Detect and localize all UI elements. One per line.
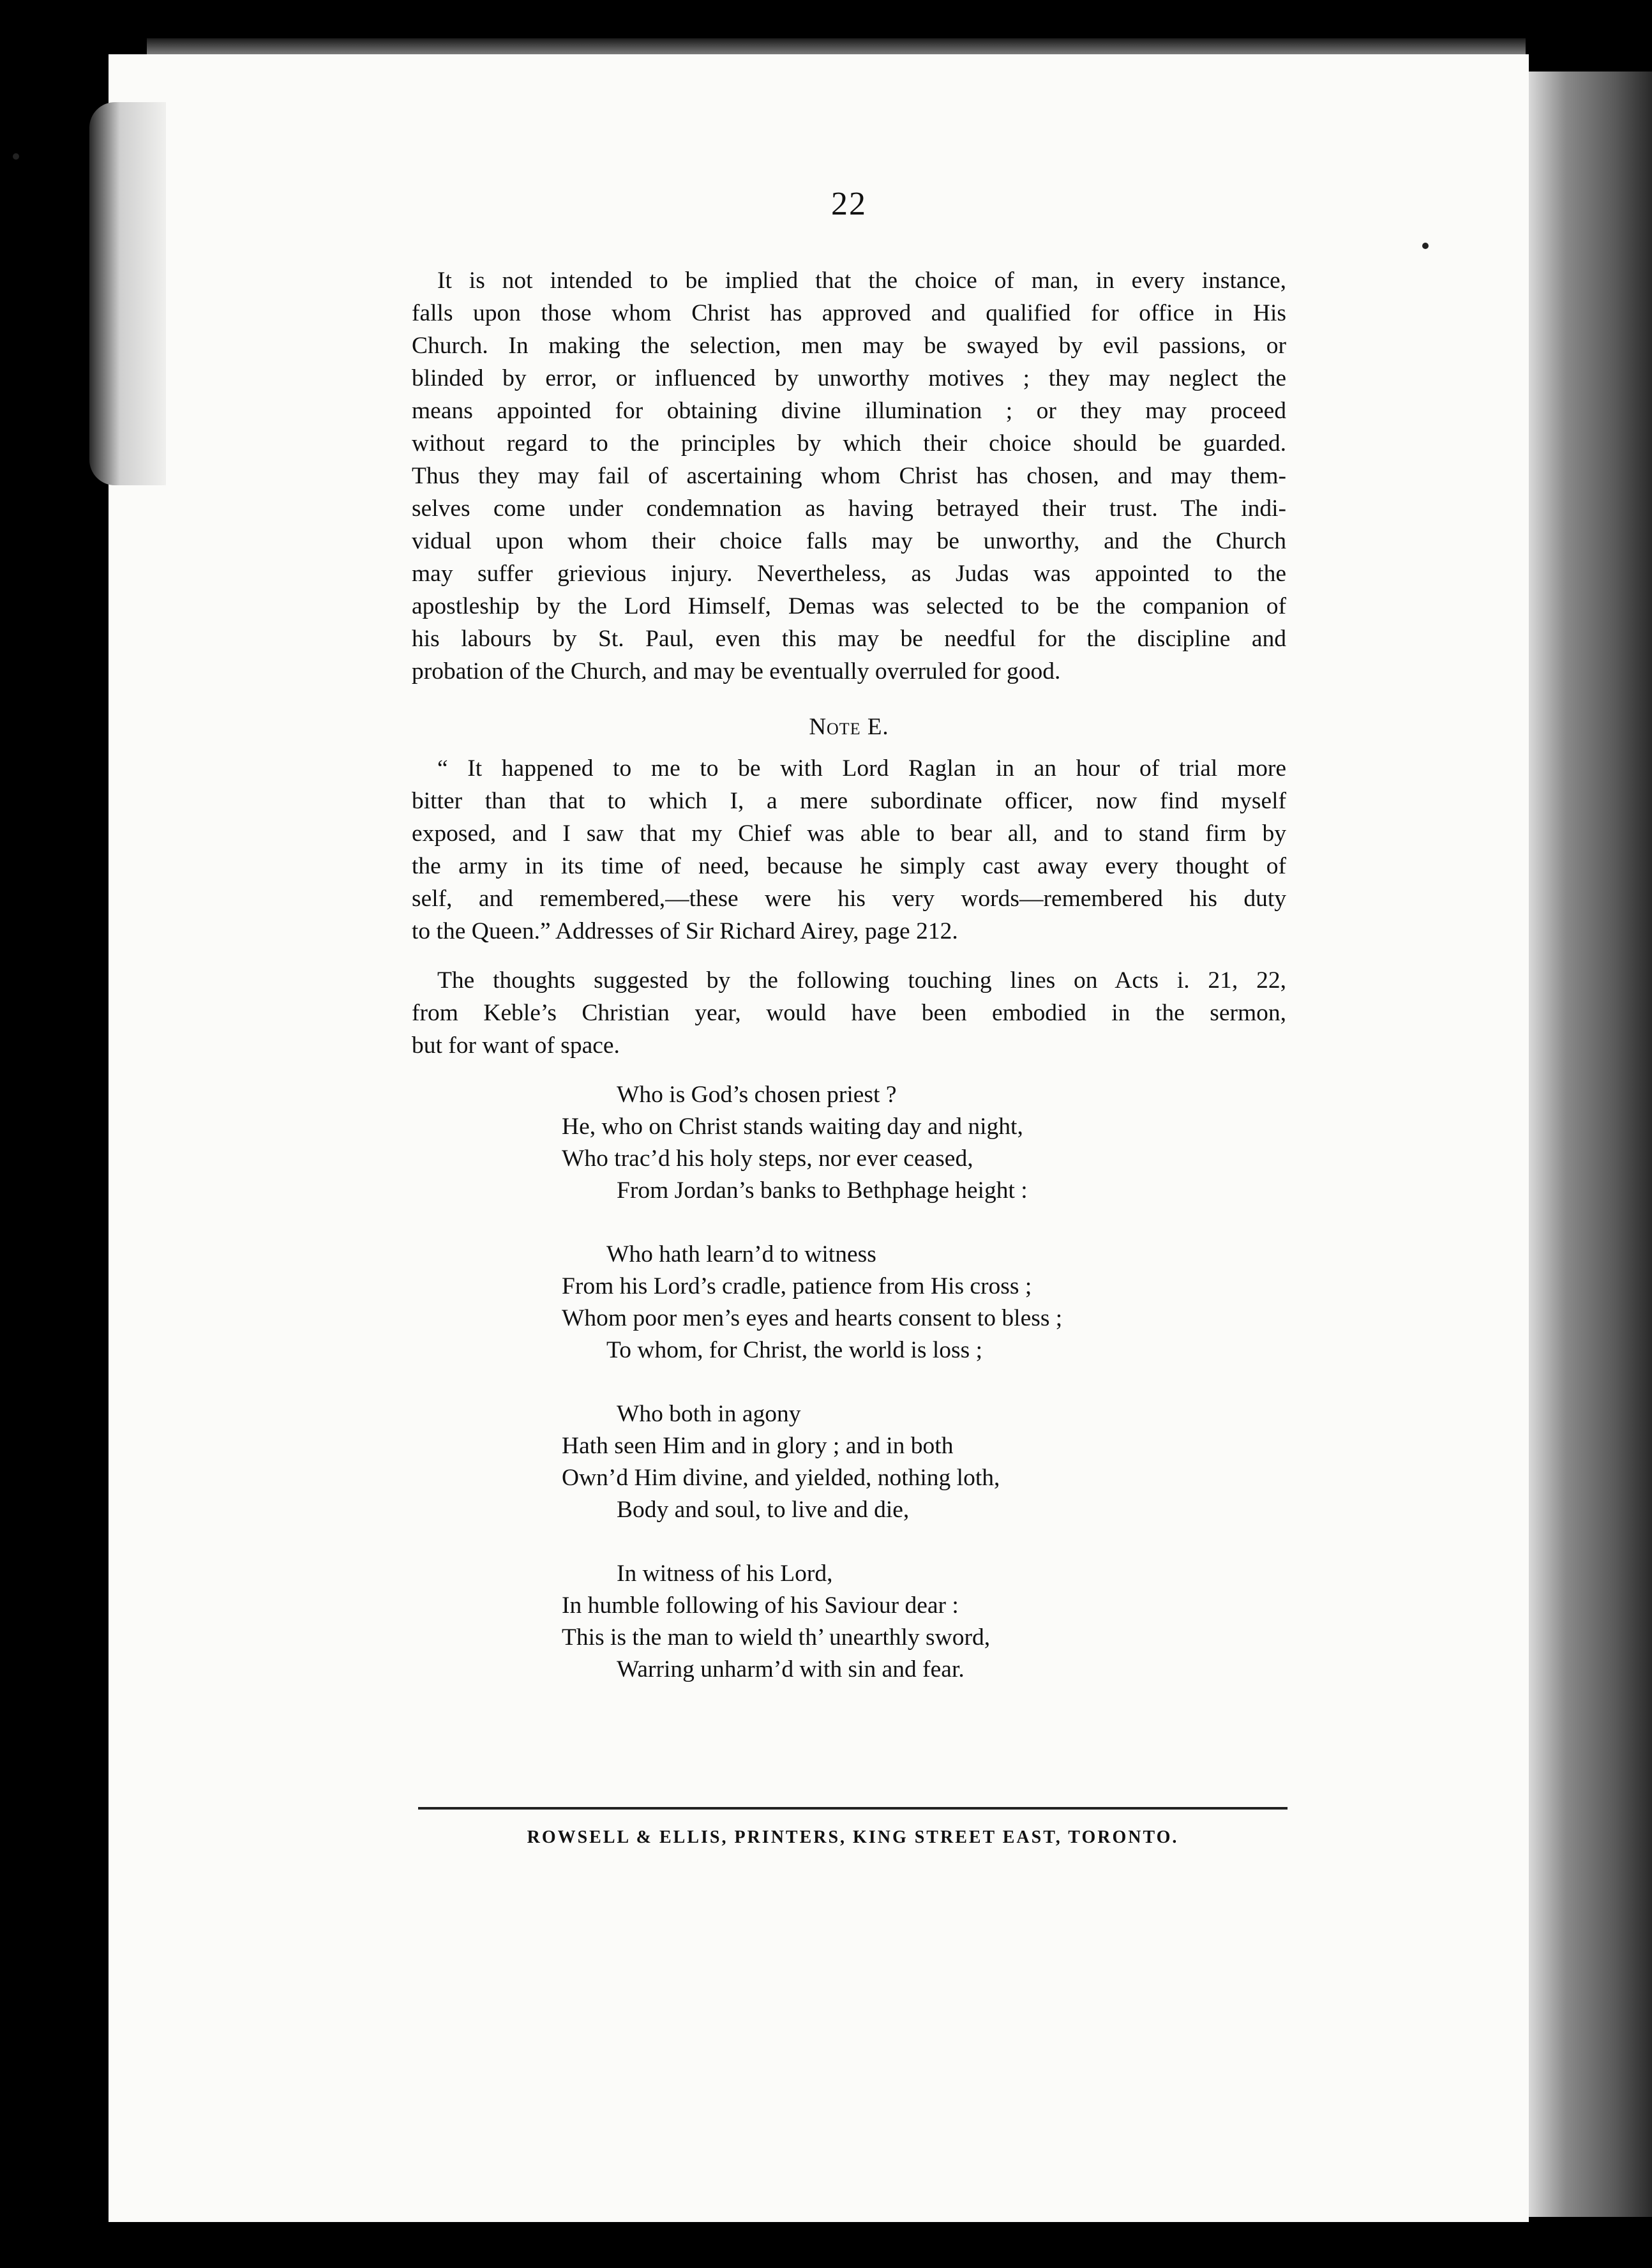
text-line: his labours by St. Paul, even this may be needful for the discipline and xyxy=(412,626,1286,652)
text-line: selves come under condemnation as having betrayed their trust. The indi- xyxy=(412,495,1286,522)
poem-line: In humble following of his Saviour dear : xyxy=(562,1592,959,1619)
text-line: Thus they may fail of ascertaining whom Christ has chosen, and may them- xyxy=(412,463,1286,489)
poem-line: Hath seen Him and in glory ; and in both xyxy=(562,1433,954,1459)
text-line: blinded by error, or influenced by unworthy motives ; they may neglect the xyxy=(412,365,1286,391)
text-line: It is not intended to be implied that the choice of man, in every instance, xyxy=(437,268,1286,294)
poem-line: This is the man to wield th’ unearthly sword, xyxy=(562,1624,991,1651)
text-line: apostleship by the Lord Himself, Demas was selected to be the companion of xyxy=(412,593,1286,619)
text-line: falls upon those whom Christ has approved and qualified for office in His xyxy=(412,300,1286,326)
text-line: “ It happened to me to be with Lord Raglan in an hour of trial more xyxy=(437,755,1286,782)
poem-line: Who hath learn’d to witness xyxy=(606,1241,876,1267)
text-line: means appointed for obtaining divine illumination ; or they may proceed xyxy=(412,398,1286,424)
poem-line: To whom, for Christ, the world is loss ; xyxy=(606,1337,983,1363)
poem-stanza xyxy=(562,1558,1264,1686)
note-heading: Note E. xyxy=(809,714,889,740)
poem-stanza xyxy=(562,1239,1264,1366)
paragraph-raglan-quote xyxy=(412,752,1286,948)
text-line: self, and remembered,—these were his very words—remembered his duty xyxy=(412,886,1286,912)
poem-line: Whom poor men’s eyes and hearts consent to bless ; xyxy=(562,1305,1063,1331)
text-line: Church. In making the selection, men may be swayed by evil passions, or xyxy=(412,333,1286,359)
text-line: may suffer grievious injury. Nevertheless, as Judas was appointed to the xyxy=(412,561,1286,587)
poem-line: Body and soul, to live and die, xyxy=(617,1497,910,1523)
text-line: to the Queen.” Addresses of Sir Richard Airey, page 212. xyxy=(412,918,958,944)
poem-line: He, who on Christ stands waiting day and night, xyxy=(562,1114,1023,1140)
text-line: bitter than that to which I, a mere subordinate officer, now find myself xyxy=(412,788,1286,814)
text-line: without regard to the principles by which their choice should be guarded. xyxy=(412,430,1286,457)
poem-stanza xyxy=(562,1079,1264,1207)
poem xyxy=(562,1079,1264,1718)
poem-line: Own’d Him divine, and yielded, nothing loth, xyxy=(562,1465,1000,1491)
poem-line: From his Lord’s cradle, patience from His cross ; xyxy=(562,1273,1032,1299)
poem-stanza xyxy=(562,1398,1264,1526)
page-number: 22 xyxy=(831,186,867,222)
poem-line: Warring unharm’d with sin and fear. xyxy=(617,1656,965,1682)
text-line: but for want of space. xyxy=(412,1032,620,1059)
poem-line: Who trac’d his holy steps, nor ever ceased, xyxy=(562,1145,973,1172)
poem-line: In witness of his Lord, xyxy=(617,1561,833,1587)
text-line: vidual upon whom their choice falls may be unworthy, and the Church xyxy=(412,528,1286,554)
text-line: probation of the Church, and may be eventually overruled for good. xyxy=(412,658,1061,684)
paragraph-choice-of-man xyxy=(412,264,1286,688)
footer-rule xyxy=(418,1807,1288,1810)
text-line: The thoughts suggested by the following touching lines on Acts i. 21, 22, xyxy=(437,967,1286,994)
printer-imprint: ROWSELL & ELLIS, PRINTERS, KING STREET EAST, TORONTO. xyxy=(527,1827,1179,1847)
paragraph-keble-intro xyxy=(412,964,1286,1062)
text-line: exposed, and I saw that my Chief was able to bear all, and to stand firm by xyxy=(412,820,1286,847)
poem-line: Who is God’s chosen priest ? xyxy=(617,1082,897,1108)
text-line: from Keble’s Christian year, would have been embodied in the sermon, xyxy=(412,1000,1286,1026)
poem-line: From Jordan’s banks to Bethphage height : xyxy=(617,1177,1028,1204)
poem-line: Who both in agony xyxy=(617,1401,801,1427)
text-line: the army in its time of need, because he simply cast away every thought of xyxy=(412,853,1286,879)
